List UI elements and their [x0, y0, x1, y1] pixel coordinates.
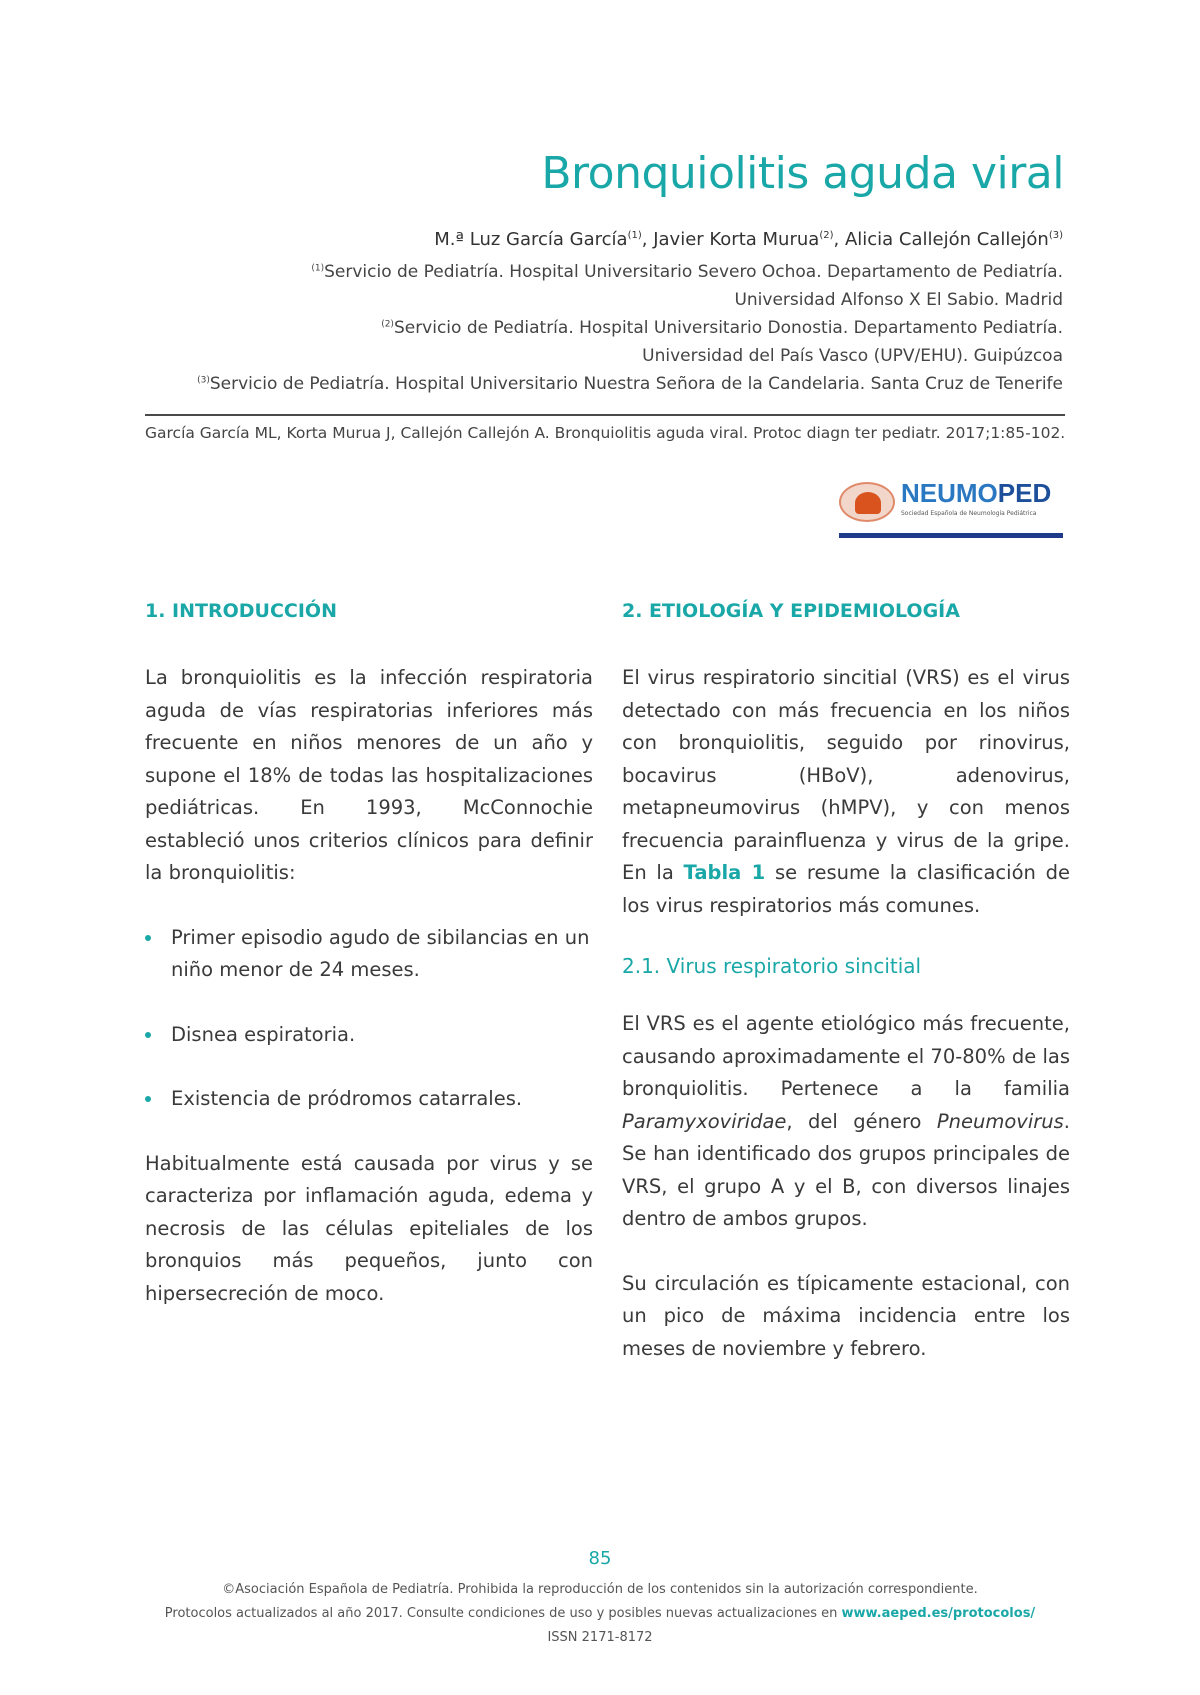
- table-1-link[interactable]: Tabla 1: [683, 861, 766, 884]
- header-divider: [145, 414, 1065, 416]
- right-column: [622, 600, 1070, 1397]
- author-sup: (2): [819, 230, 834, 241]
- affiliation-line: [642, 346, 1063, 366]
- paragraph: El VRS es el agente etiológico más frecuente, causando aproximadamente el 70-80% de las bronquiolitis. Pertenece a la familia Paramyxoviridae, del género Pneumovirus. Se han identificado dos grupos principales de VRS, el grupo A y el B, con diversos linajes dentro de ambos grupos.: [622, 1012, 1070, 1230]
- affiliation-text: Servicio de Pediatría. Hospital Universitario Severo Ochoa. Departamento de Pediatría.: [324, 262, 1063, 282]
- list-item: Existencia de pródromos catarrales.: [145, 1083, 593, 1116]
- footer-protocols: Protocolos actualizados al año 2017. Consulte condiciones de uso y posibles nuevas actualizaciones en www.aeped.es/protocolos/: [164, 1606, 1036, 1621]
- list-item: Primer episodio agudo de sibilancias en un niño menor de 24 meses.: [145, 922, 593, 987]
- logo-subtitle: Sociedad Española de Neumología Pediátrica: [901, 510, 1037, 517]
- affiliation-sup: (2): [381, 319, 394, 330]
- page-number: 85: [588, 1548, 612, 1569]
- society-seal-icon: [839, 482, 895, 522]
- affiliation-line: [311, 262, 1063, 282]
- subsection-heading: 2.1. Virus respiratorio sincitial: [622, 954, 922, 978]
- author-name: Alicia Callejón Callejón: [844, 229, 1049, 250]
- author-name: M.ª Luz García García: [434, 229, 628, 250]
- affiliation-text: Servicio de Pediatría. Hospital Universitario Donostia. Departamento Pediatría.: [393, 318, 1063, 338]
- author-sup: (1): [627, 230, 642, 241]
- affiliation-line: [197, 374, 1063, 394]
- logo-wordmark: NEUMOPED: [901, 478, 1052, 508]
- bullet-icon: [145, 1096, 151, 1102]
- paragraph: Su circulación es típicamente estacional, con un pico de máxima incidencia entre los meses de noviembre y febrero.: [622, 1271, 1070, 1360]
- logo-underline: [839, 533, 1063, 538]
- citation: García García ML, Korta Murua J, Callejón Callejón A. Bronquiolitis aguda viral. Protoc diagn ter pediatr. 2017;1:85-102.: [145, 424, 1066, 442]
- bullet-icon: [145, 935, 151, 941]
- neumoped-logo: [839, 478, 1063, 538]
- author-name: Javier Korta Murua: [653, 229, 820, 250]
- page-title: Bronquiolitis aguda viral: [541, 148, 1064, 199]
- list-item: Disnea espiratoria.: [145, 1019, 593, 1052]
- paragraph: Habitualmente está causada por virus y se caracteriza por inflamación aguda, edema y necrosis de las células epiteliales de los bronquios más pequeños, junto con hipersecreción de moco.: [145, 1151, 593, 1305]
- authors-line: M.ª Luz García García$^{(1)}$, Javier Korta Murua$^{(2)}$, Alicia Callejón Callejón$^{(3)}$: [434, 229, 1063, 250]
- paragraph: El virus respiratorio sincitial (VRS) es el virus detectado con más frecuencia en los niños con bronquiolitis, seguido por rinovirus, bocavirus (HBoV), adenovirus, metapneumovirus (hMPV), y con menos frecuencia parainfluenza y virus de la gripe. En la Tabla 1 se resume la clasificación de los virus respiratorios más comunes.: [622, 666, 1070, 917]
- left-column: [145, 600, 593, 1342]
- affiliation-text: Universidad del País Vasco (UPV/EHU). Guipúzcoa: [642, 346, 1063, 366]
- section-heading: 2. ETIOLOGÍA Y EPIDEMIOLOGÍA: [622, 600, 960, 622]
- section-heading: 1. INTRODUCCIÓN: [145, 600, 337, 622]
- bullet-icon: [145, 1032, 151, 1038]
- affiliation-text: Servicio de Pediatría. Hospital Universitario Nuestra Señora de la Candelaria. Santa Cruz de Tenerife: [209, 374, 1063, 394]
- affiliation-line: [734, 290, 1063, 310]
- affiliation-text: Universidad Alfonso X El Sabio. Madrid: [734, 290, 1063, 310]
- footer-copyright: ©Asociación Española de Pediatría. Prohibida la reproducción de los contenidos sin la autorización correspondiente.: [222, 1582, 978, 1597]
- author-sup: (3): [1048, 230, 1063, 241]
- paragraph: La bronquiolitis es la infección respiratoria aguda de vías respiratorias inferiores más frecuente en niños menores de un año y supone el 18% de todas las hospitalizaciones pediátricas. En 1993, McConnochie estableció unos criterios clínicos para definir la bronquiolitis:: [145, 666, 593, 884]
- affiliation-sup: (1): [311, 263, 325, 274]
- criteria-list: [145, 922, 593, 1116]
- footer-issn: ISSN 2171-8172: [547, 1630, 653, 1645]
- affiliation-sup: (3): [197, 375, 210, 386]
- affiliation-line: [381, 318, 1063, 338]
- protocols-link[interactable]: www.aeped.es/protocolos/: [841, 1606, 1036, 1621]
